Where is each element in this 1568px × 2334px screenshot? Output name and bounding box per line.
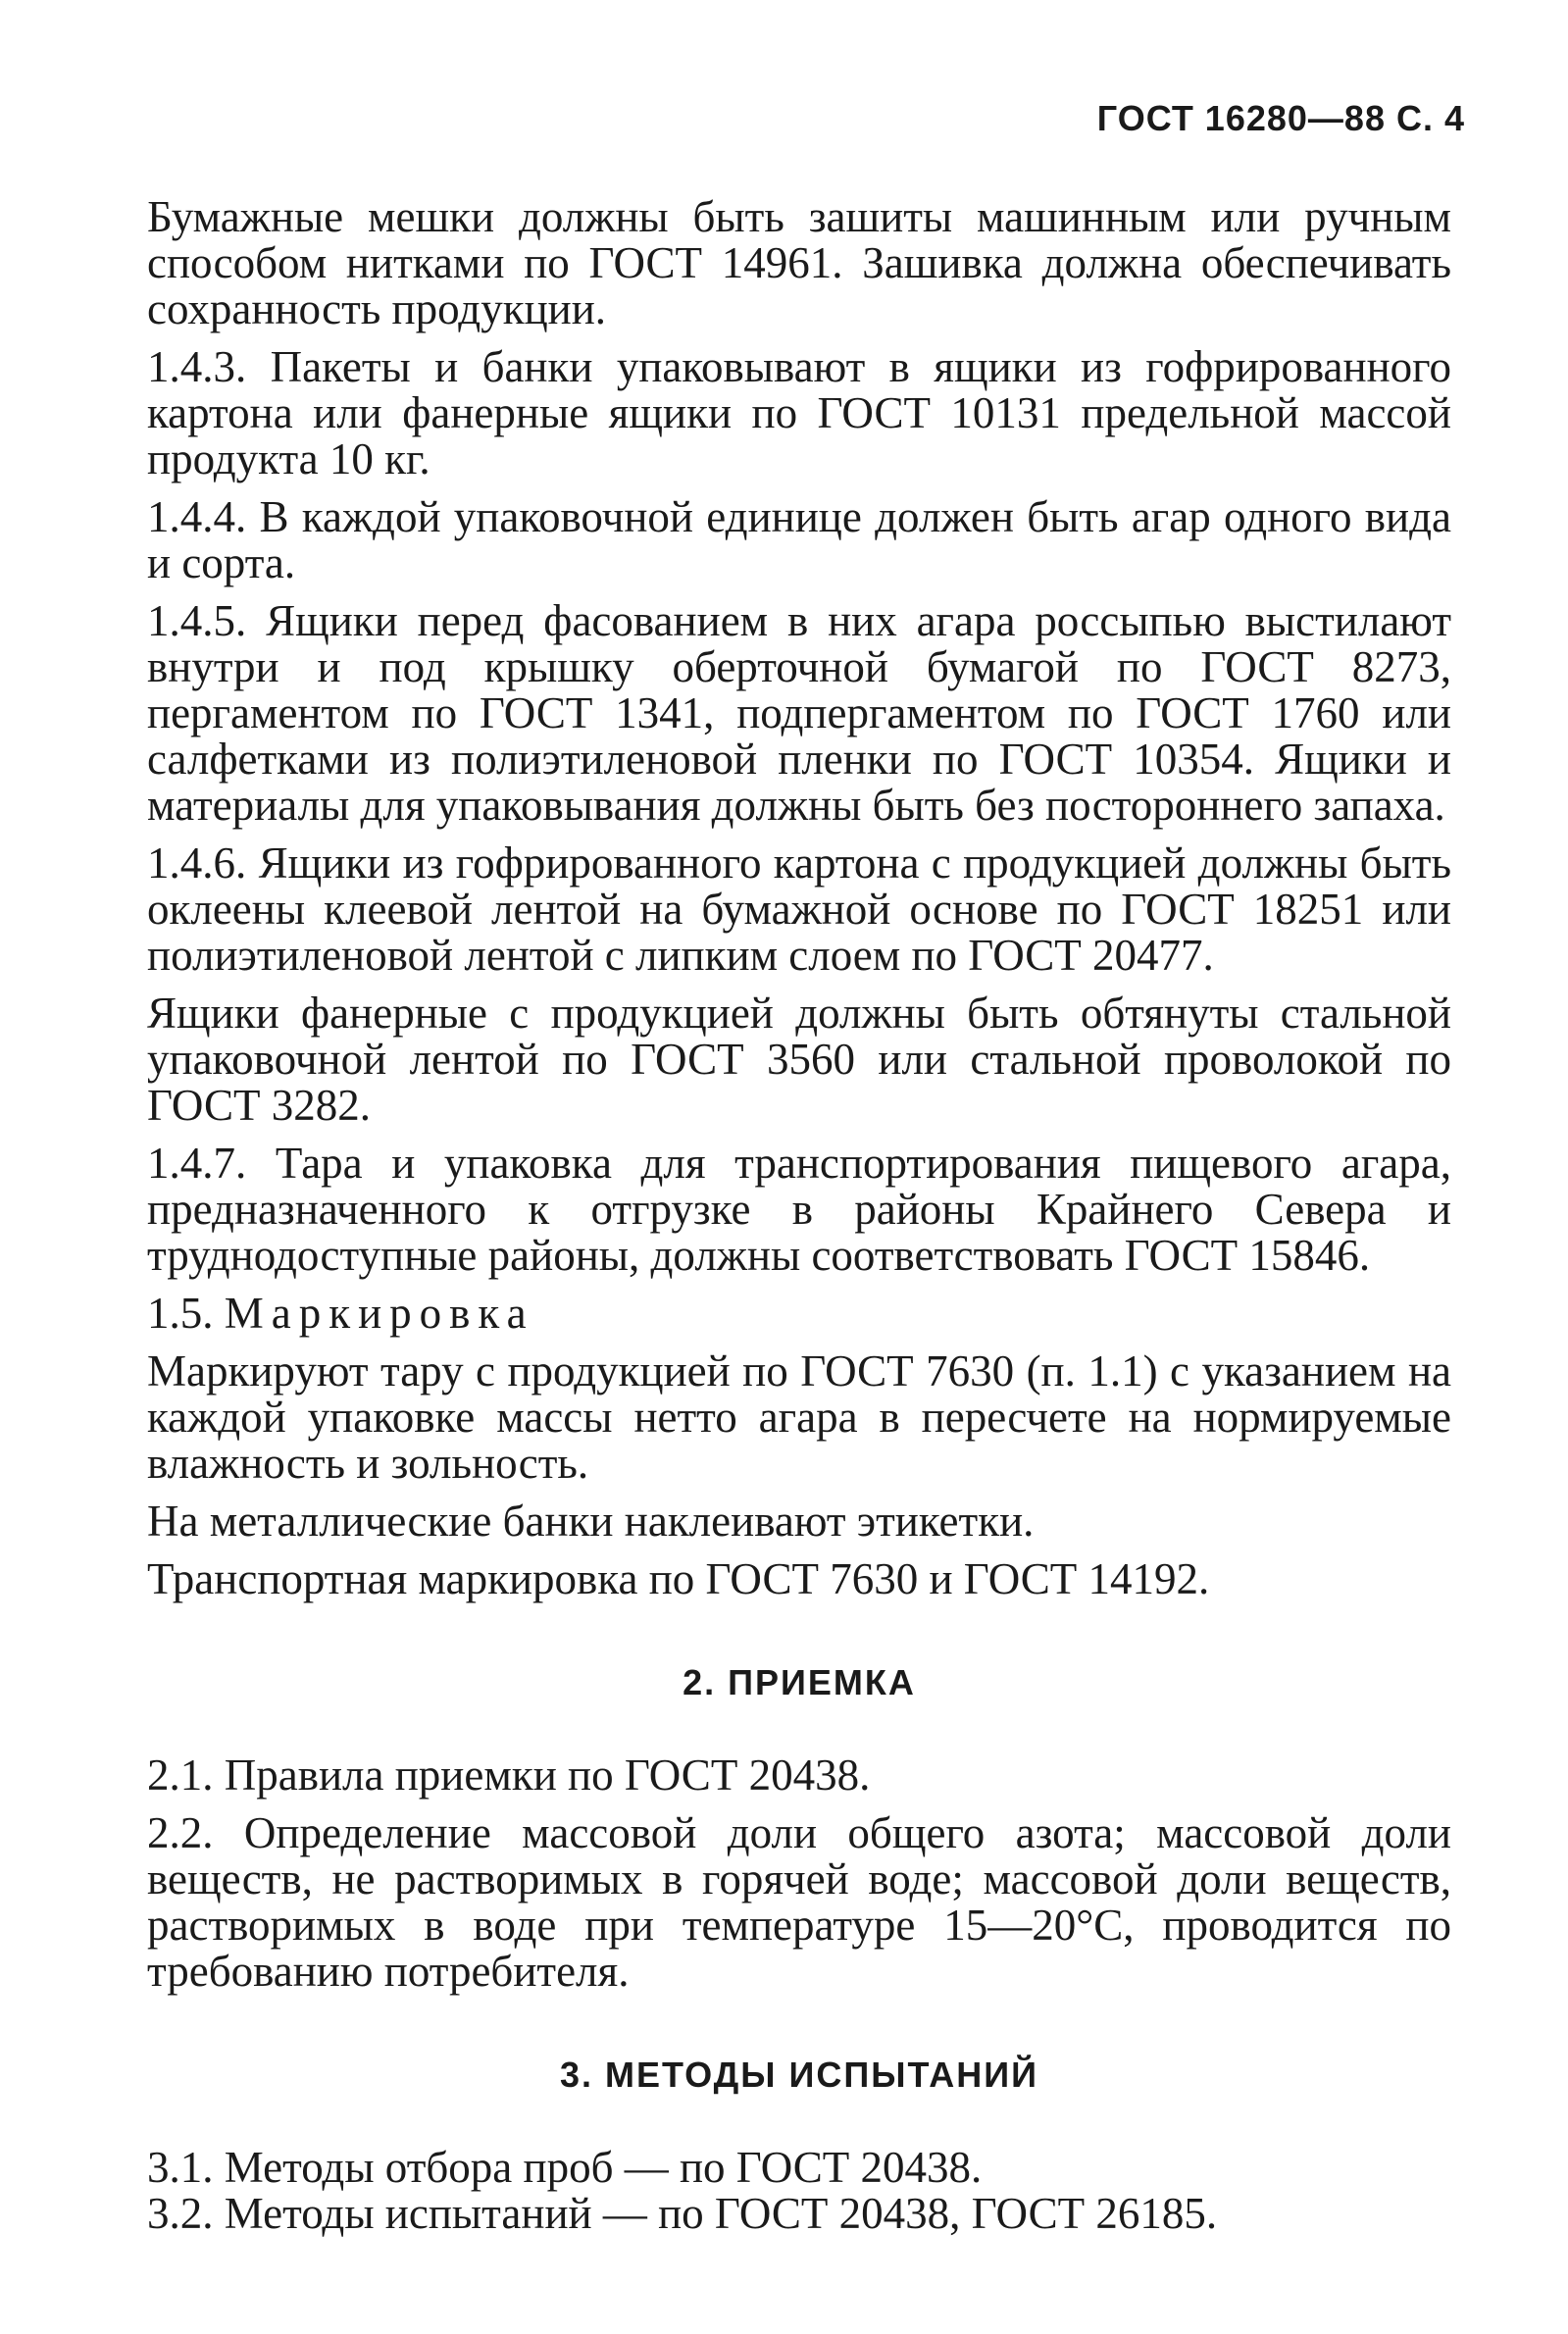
paragraph: Транспортная маркировка по ГОСТ 7630 и ГОСТ 14192. xyxy=(147,1554,1210,1603)
marking-number: 1.5. xyxy=(147,1289,214,1338)
body-text xyxy=(147,194,1451,2249)
paragraph: Маркируют тару с продукцией по ГОСТ 7630 (п. 1.1) с указанием на каждой упаковке массы нетто агара в пересчете на нормируемые влажность и зольность. xyxy=(147,1346,1451,1488)
paragraph: 1.4.5. Ящики перед фасованием в них агара россыпью выстилают внутри и под крышку оберточной бумагой по ГОСТ 8273, пергаментом по ГОСТ 1341, подпергаментом по ГОСТ 1760 или салфетками из полиэтиленовой пленки по ГОСТ 10354. Ящики и материалы для упаковывания должны быть без постороннего запаха. xyxy=(147,596,1451,830)
section-title-acceptance: 2. ПРИЕМКА xyxy=(683,1662,916,1702)
paragraph: 1.4.6. Ящики из гофрированного картона с продукцией должны быть оклеены клеевой лентой на бумажной основе по ГОСТ 18251 или полиэтиленовой лентой с липким слоем по ГОСТ 20477. xyxy=(147,838,1451,980)
paragraph: 3.2. Методы испытаний — по ГОСТ 20438, ГОСТ 26185. xyxy=(147,2189,1218,2238)
paragraph: 2.2. Определение массовой доли общего азота; массовой доли веществ, не растворимых в горячей воде; массовой доли веществ, растворимых в воде при температуре 15—20°С, проводится по требованию потребителя. xyxy=(147,1808,1451,1996)
section-title-test-methods: 3. МЕТОДЫ ИСПЫТАНИЙ xyxy=(560,2055,1038,2095)
running-header: ГОСТ 16280—88 С. 4 xyxy=(1096,98,1465,138)
paragraph: Ящики фанерные с продукцией должны быть обтянуты стальной упаковочной лентой по ГОСТ 3560 или стальной проволокой по ГОСТ 3282. xyxy=(147,989,1451,1130)
paragraph: 3.1. Методы отбора проб — по ГОСТ 20438. xyxy=(147,2143,983,2192)
marking-heading xyxy=(147,1291,1451,1337)
paragraph: Бумажные мешки должны быть зашиты машинным или ручным способом нитками по ГОСТ 14961. Зашивка должна обеспечивать сохранность продукции. xyxy=(147,192,1451,333)
paragraph: 1.4.3. Пакеты и банки упаковывают в ящики из гофрированного картона или фанерные ящики по ГОСТ 10131 предельной массой продукта 10 кг. xyxy=(147,342,1451,483)
paragraph: 1.4.4. В каждой упаковочной единице должен быть агар одного вида и сорта. xyxy=(147,492,1451,587)
paragraph: На металлические банки наклеивают этикетки. xyxy=(147,1497,1035,1546)
paragraph: 1.4.7. Тара и упаковка для транспортирования пищевого агара, предназначенного к отгрузке в районы Крайнего Севера и труднодоступные районы, должны соответствовать ГОСТ 15846. xyxy=(147,1139,1451,1280)
paragraph: 2.1. Правила приемки по ГОСТ 20438. xyxy=(147,1750,871,1800)
marking-title: Маркировка xyxy=(224,1289,534,1338)
